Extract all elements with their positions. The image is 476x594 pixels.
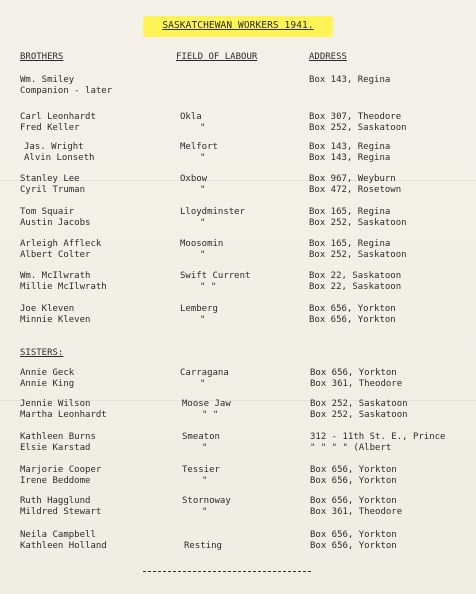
field-of-labour: " <box>200 153 206 163</box>
field-of-labour: Moose Jaw <box>182 399 231 409</box>
field-of-labour: " <box>200 218 206 228</box>
person-name: Mildred Stewart <box>20 507 102 517</box>
person-name: Ruth Hagglund <box>20 496 91 506</box>
field-of-labour: Smeaton <box>182 432 220 442</box>
address: " " " " (Albert <box>310 443 392 453</box>
address: Box 143, Regina <box>309 142 391 152</box>
address: Box 656, Yorkton <box>310 465 397 475</box>
address: Box 252, Saskatoon <box>309 218 407 228</box>
person-name: Arleigh Affleck <box>20 239 102 249</box>
address: Box 656, Yorkton <box>310 530 397 540</box>
person-name: Jas. Wright <box>24 142 84 152</box>
address: Box 252, Saskatoon <box>310 410 408 420</box>
address: Box 307, Theodore <box>309 112 402 122</box>
person-name: Neila Campbell <box>20 530 96 540</box>
person-name: Cyril Truman <box>20 185 86 195</box>
field-of-labour: " <box>200 379 206 389</box>
field-of-labour: Okla <box>180 112 202 122</box>
header-field-of-labour: FIELD OF LABOUR <box>176 52 258 62</box>
address: Box 361, Theodore <box>310 507 403 517</box>
field-of-labour: " <box>202 476 208 486</box>
address: Box 22, Saskatoon <box>309 271 402 281</box>
header-brothers: BROTHERS <box>20 52 64 62</box>
document-title: SASKATCHEWAN WORKERS 1941. <box>162 20 314 31</box>
field-of-labour: " " <box>202 410 219 420</box>
person-name: Martha Leonhardt <box>20 410 107 420</box>
field-of-labour: Swift Current <box>180 271 251 281</box>
field-of-labour: Melfort <box>180 142 218 152</box>
field-of-labour: " <box>202 507 208 517</box>
field-of-labour: Tessier <box>182 465 220 475</box>
field-of-labour: " <box>200 123 206 133</box>
field-of-labour: Oxbow <box>180 174 208 184</box>
person-name: Wm. Smiley <box>20 75 75 85</box>
address: Box 22, Saskatoon <box>309 282 402 292</box>
person-name: Jennie Wilson <box>20 399 91 409</box>
field-of-labour: " <box>200 315 206 325</box>
address: Box 143, Regina <box>309 153 391 163</box>
address: Box 656, Yorkton <box>310 368 397 378</box>
person-name: Kathleen Holland <box>20 541 107 551</box>
person-name: Austin Jacobs <box>20 218 91 228</box>
address: Box 361, Theodore <box>310 379 403 389</box>
person-name: Elsie Karstad <box>20 443 91 453</box>
address: Box 472, Rosetown <box>309 185 402 195</box>
address: Box 967, Weyburn <box>309 174 396 184</box>
sisters-heading: SISTERS: <box>20 348 64 358</box>
person-name: Alvin Lonseth <box>24 153 95 163</box>
address: Box 165, Regina <box>309 239 391 249</box>
person-name: Kathleen Burns <box>20 432 96 442</box>
field-of-labour: Resting <box>184 541 222 551</box>
field-of-labour: Stornoway <box>182 496 231 506</box>
field-of-labour: Carragana <box>180 368 229 378</box>
header-address: ADDRESS <box>309 52 347 62</box>
person-name: Annie King <box>20 379 75 389</box>
address: Box 656, Yorkton <box>310 541 397 551</box>
address: Box 252, Saskatoon <box>309 250 407 260</box>
address: Box 656, Yorkton <box>310 496 397 506</box>
person-name: Irene Beddome <box>20 476 91 486</box>
field-of-labour: " <box>202 443 208 453</box>
address: 312 - 11th St. E., Prince <box>310 432 446 442</box>
field-of-labour: Moosomin <box>180 239 224 249</box>
address: Box 656, Yorkton <box>309 315 396 325</box>
address: Box 656, Yorkton <box>309 304 396 314</box>
person-name: Tom Squair <box>20 207 75 217</box>
person-name: Joe Kleven <box>20 304 75 314</box>
address: Box 252, Saskatoon <box>309 123 407 133</box>
address: Box 656, Yorkton <box>310 476 397 486</box>
person-name: Carl Leonhardt <box>20 112 96 122</box>
person-name: Millie McIlwrath <box>20 282 107 292</box>
person-name: Annie Geck <box>20 368 75 378</box>
person-name: Wm. McIlwrath <box>20 271 91 281</box>
field-of-labour: " <box>200 185 206 195</box>
field-of-labour: Lloydminster <box>180 207 246 217</box>
address: Box 252, Saskatoon <box>310 399 408 409</box>
address: Box 143, Regina <box>309 75 391 85</box>
person-name: Albert Colter <box>20 250 91 260</box>
field-of-labour: " " <box>200 282 217 292</box>
address: Box 165, Regina <box>309 207 391 217</box>
field-of-labour: " <box>200 250 206 260</box>
field-of-labour: Lemberg <box>180 304 218 314</box>
person-name: Marjorie Cooper <box>20 465 102 475</box>
person-name: Stanley Lee <box>20 174 80 184</box>
person-name: Minnie Kleven <box>20 315 91 325</box>
person-name: Companion - later <box>20 86 113 96</box>
person-name: Fred Keller <box>20 123 80 133</box>
dashed-divider <box>143 571 311 572</box>
